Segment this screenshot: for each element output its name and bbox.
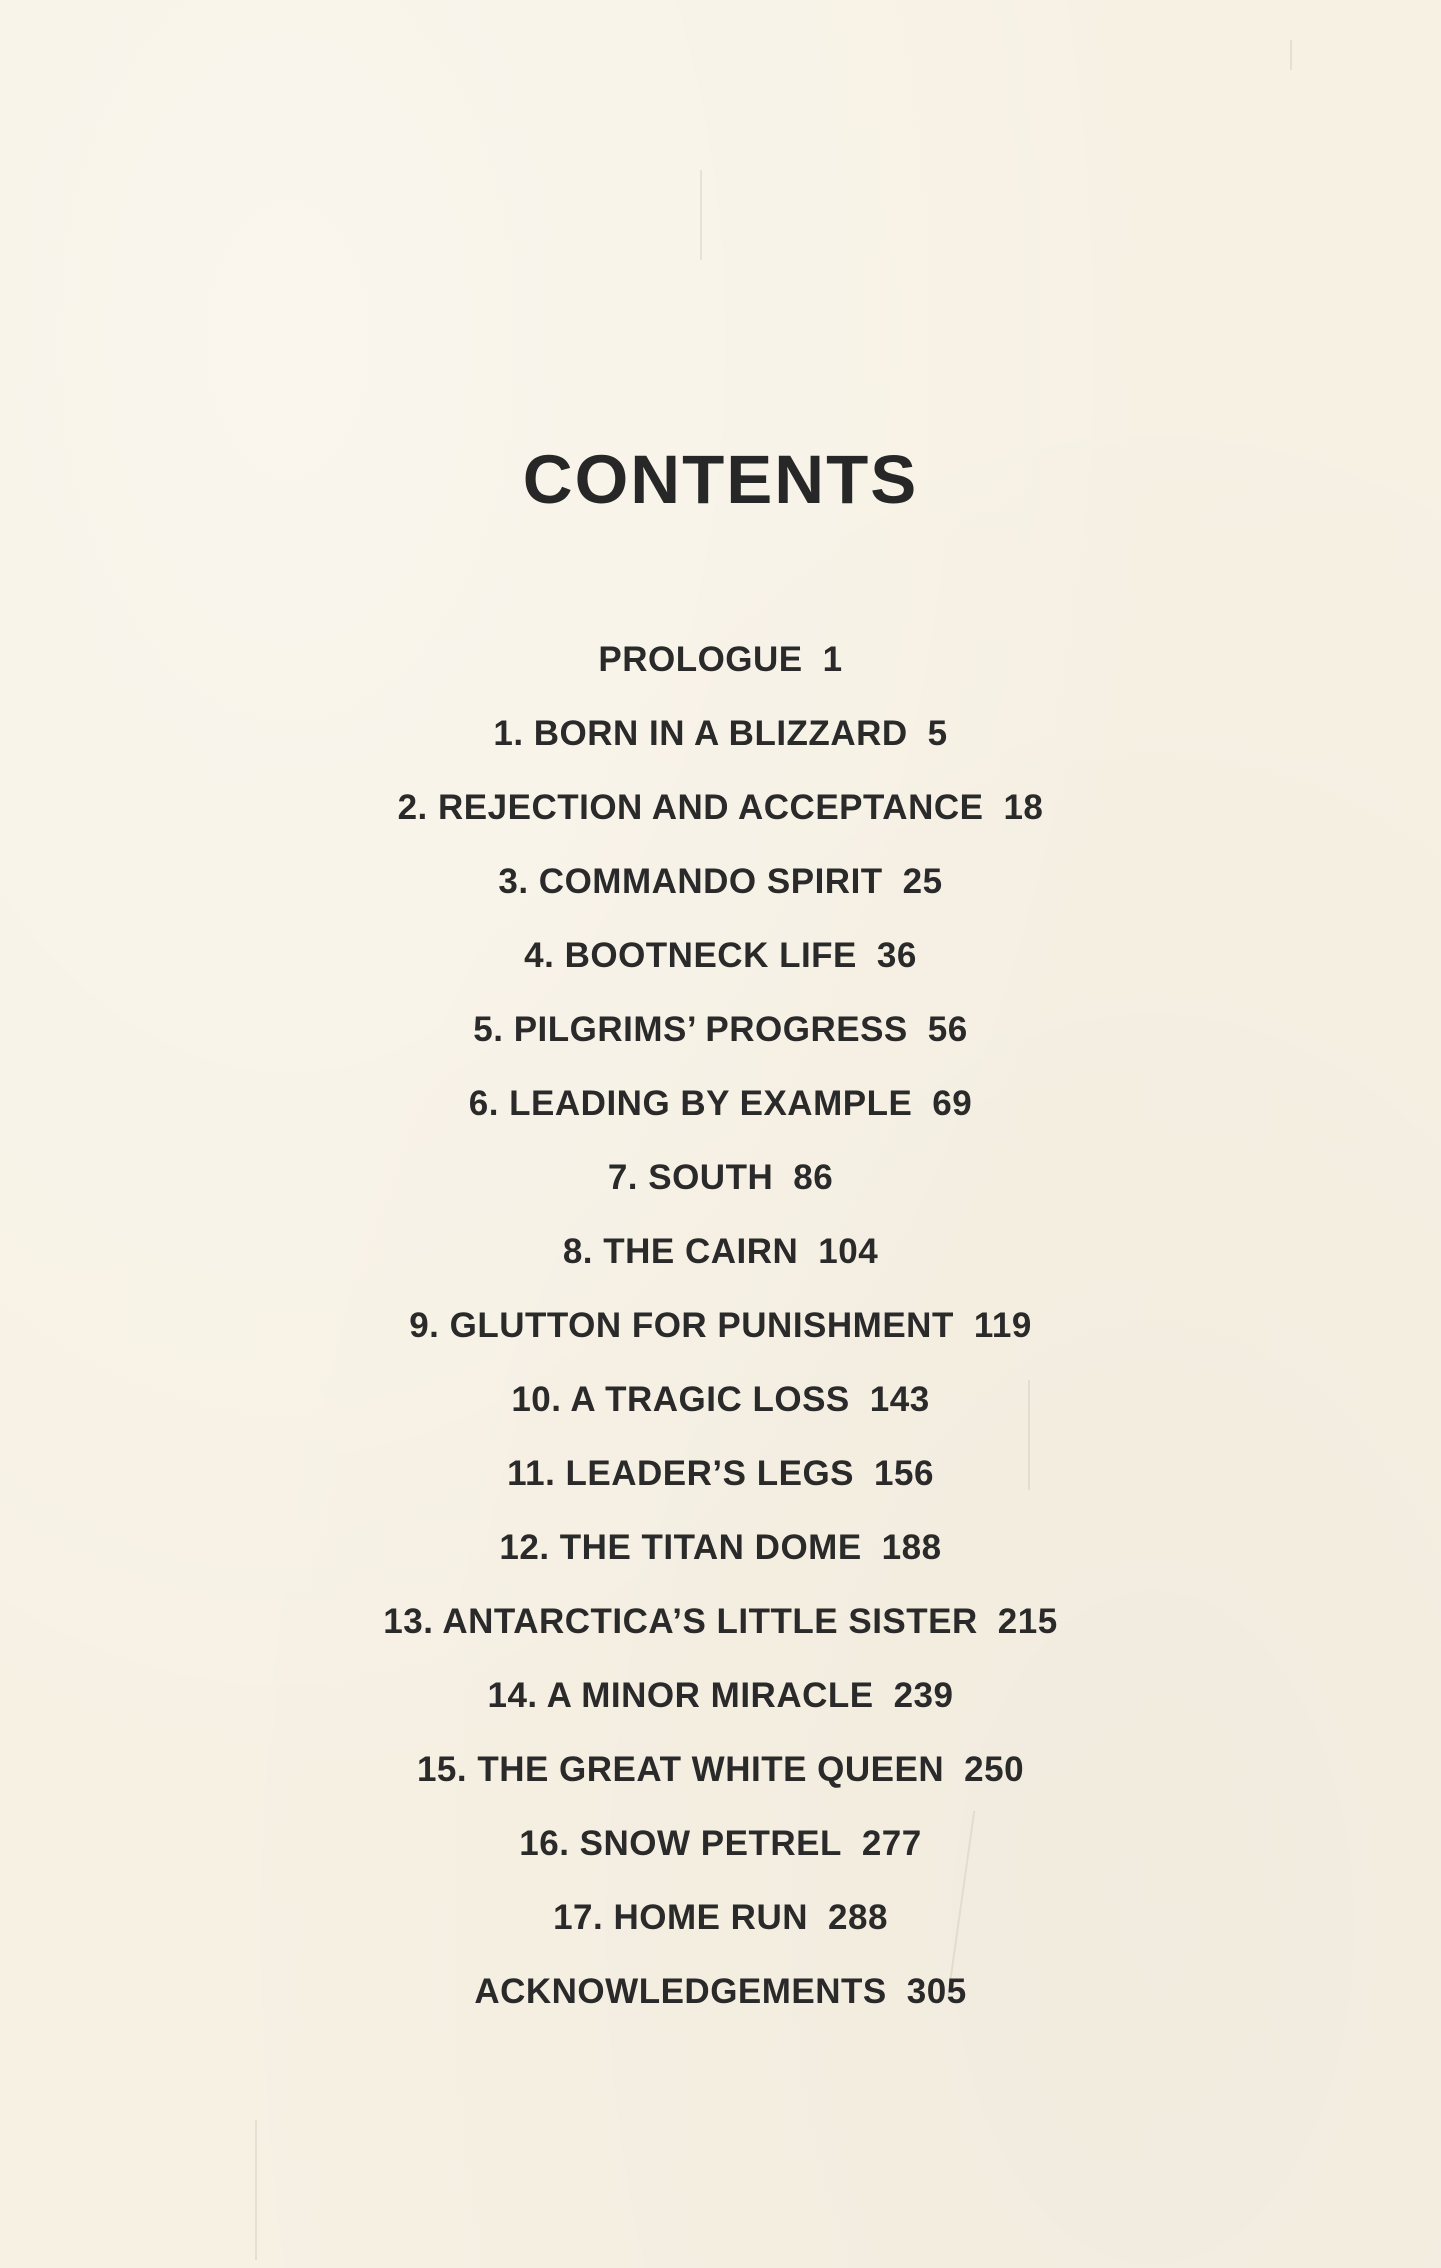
toc-entry-page: 288 [828,1898,888,1937]
toc-entry-chapter-2 [0,778,1441,852]
toc-entry-page: 56 [927,1010,968,1049]
toc-entry-label: PROLOGUE [598,640,803,679]
toc-entry-chapter-13 [0,1592,1441,1666]
paper-mark [1290,40,1292,70]
toc-entry-chapter-17 [0,1888,1441,1962]
toc-entry-label: 11. LEADER’S LEGS [507,1454,855,1493]
toc-entry-page: 277 [861,1824,922,1863]
toc-entry-page: 156 [874,1454,934,1493]
toc-entry-label: 6. LEADING BY EXAMPLE [468,1084,913,1123]
toc-entry-page: 119 [973,1306,1032,1345]
paper-mark [700,170,702,260]
toc-entry-label: 9. GLUTTON FOR PUNISHMENT [409,1306,954,1345]
toc-entry-label: 13. ANTARCTICA’S LITTLE SISTER [383,1602,978,1641]
toc-entry-label: 2. REJECTION AND ACCEPTANCE [397,788,984,827]
toc-entry-chapter-14 [0,1666,1441,1740]
toc-entry-chapter-5 [0,1000,1441,1074]
page-title: CONTENTS [522,441,919,518]
toc-entry-chapter-7 [0,1148,1441,1222]
toc-entry-page: 239 [893,1676,954,1715]
toc-entry-label: 4. BOOTNECK LIFE [524,936,857,975]
toc-entry-chapter-9 [0,1296,1441,1370]
toc-entry-label: 8. THE CAIRN [562,1232,799,1271]
toc-entry-chapter-16 [0,1814,1441,1888]
toc-entry-chapter-4 [0,926,1441,1000]
toc-entry-prologue [0,630,1441,704]
toc-entry-label: 17. HOME RUN [553,1898,809,1937]
toc-entry-chapter-15 [0,1740,1441,1814]
toc-entry-page: 18 [1003,788,1044,827]
toc-entry-page: 5 [927,714,948,753]
toc-entry-page: 36 [876,936,917,975]
toc-entry-label: ACKNOWLEDGEMENTS [474,1972,887,2011]
toc-entry-chapter-6 [0,1074,1441,1148]
toc-entry-label: 12. THE TITAN DOME [499,1528,862,1567]
toc-entry-acknowledgements [0,1962,1441,2036]
toc-entry-chapter-12 [0,1518,1441,1592]
table-of-contents [0,630,1441,2036]
toc-entry-label: 3. COMMANDO SPIRIT [498,862,883,901]
toc-entry-label: 10. A TRAGIC LOSS [511,1380,850,1419]
toc-entry-label: 7. SOUTH [607,1158,774,1197]
toc-entry-page: 104 [818,1232,879,1271]
toc-entry-page: 305 [906,1972,967,2011]
toc-entry-label: 16. SNOW PETREL [519,1824,842,1863]
toc-entry-label: 5. PILGRIMS’ PROGRESS [473,1010,908,1049]
toc-entry-label: 14. A MINOR MIRACLE [487,1676,874,1715]
toc-entry-page: 25 [902,862,943,901]
toc-entry-chapter-3 [0,852,1441,926]
toc-entry-page: 1 [822,640,843,679]
toc-entry-label: 1. BORN IN A BLIZZARD [493,714,908,753]
paper-mark [255,2120,257,2260]
toc-entry-chapter-11 [0,1444,1441,1518]
toc-entry-page: 143 [869,1380,930,1419]
toc-entry-chapter-8 [0,1222,1441,1296]
toc-entry-label: 15. THE GREAT WHITE QUEEN [416,1750,945,1789]
toc-entry-page: 69 [932,1084,973,1123]
toc-entry-page: 188 [881,1528,942,1567]
toc-entry-page: 86 [793,1158,834,1197]
toc-entry-chapter-10 [0,1370,1441,1444]
toc-entry-chapter-1 [0,704,1441,778]
toc-entry-page: 250 [964,1750,1025,1789]
toc-entry-page: 215 [997,1602,1058,1641]
